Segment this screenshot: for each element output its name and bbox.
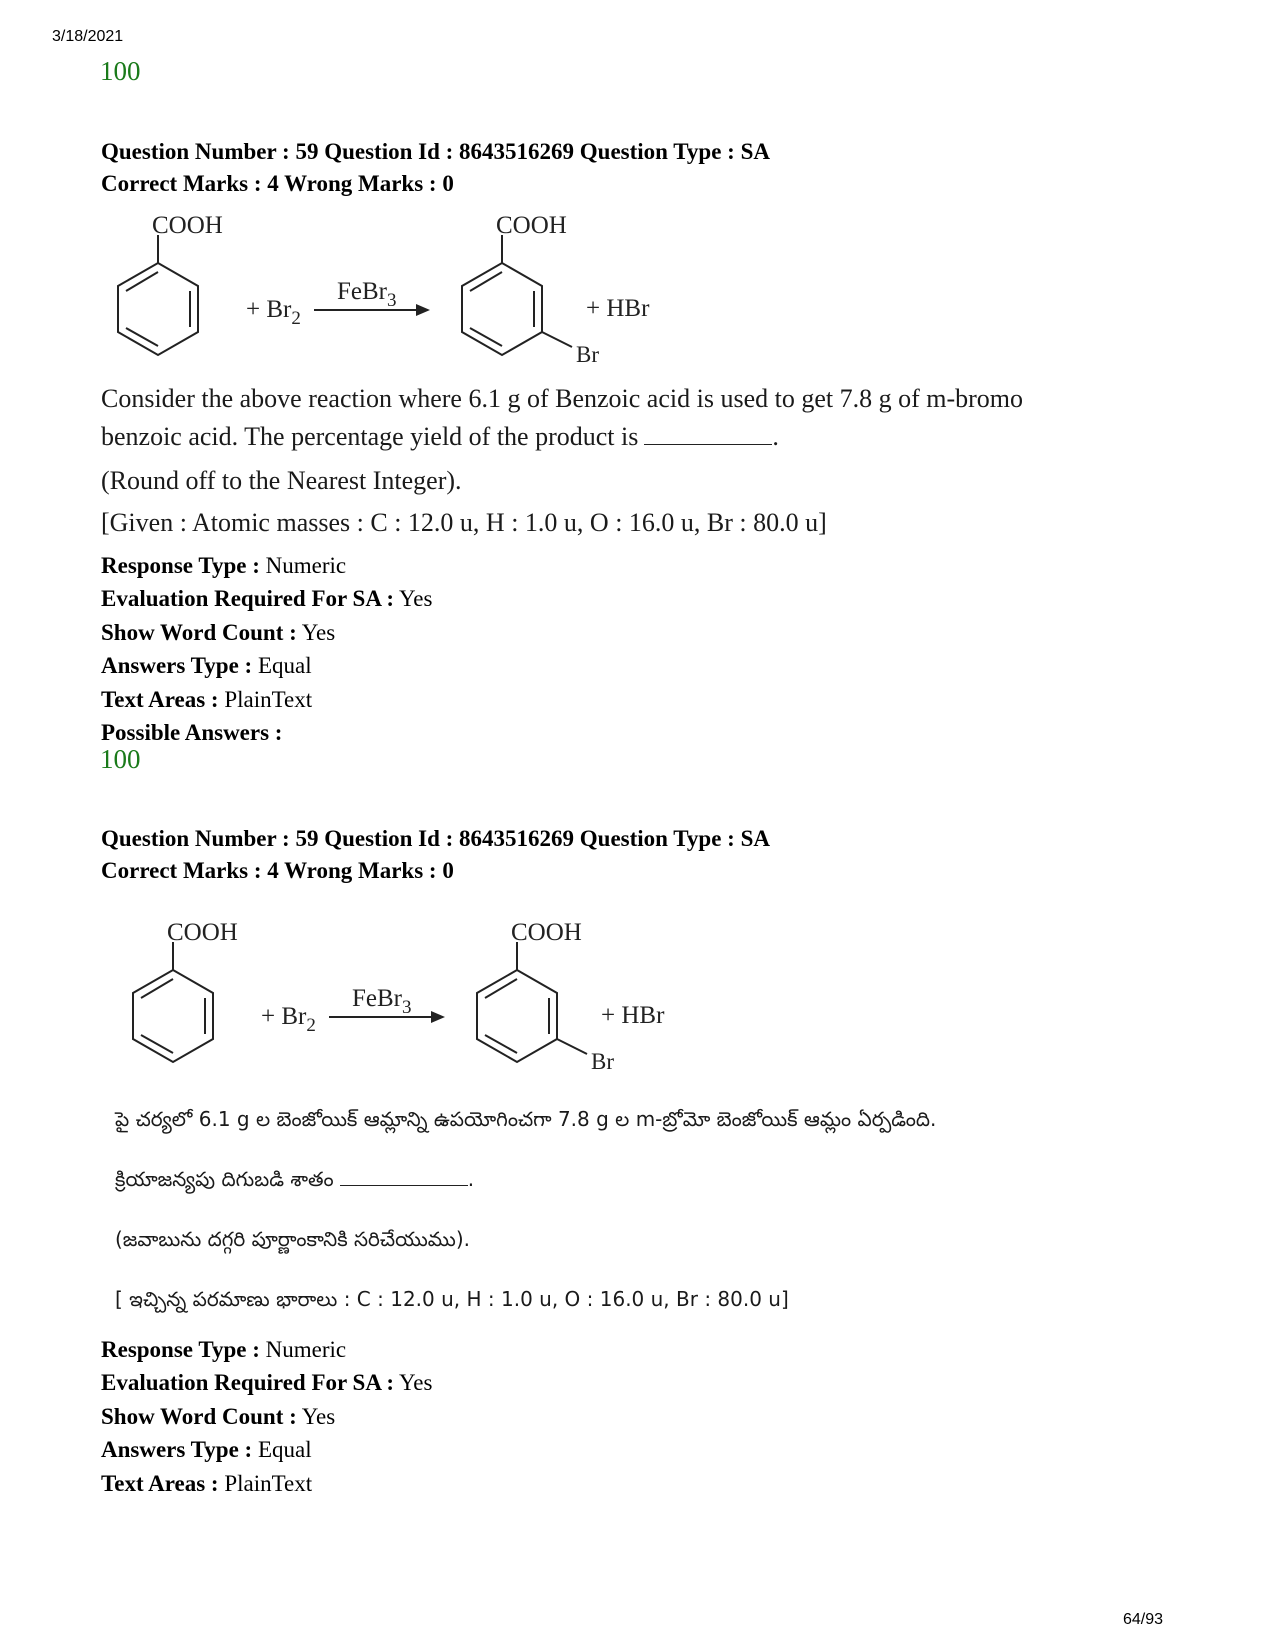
q1-product-cooh: COOH bbox=[496, 212, 567, 239]
q2-metadata: Response Type : Numeric Evaluation Required For SA : Yes Show Word Count : Yes Answers Type : Equal Text Areas : PlainText bbox=[101, 1337, 433, 1496]
q1-reaction-diagram bbox=[100, 205, 700, 385]
q1-reagent: + $Br_2$ bbox=[246, 296, 301, 329]
q2-question-text bbox=[115, 1098, 936, 1320]
q2-answer-blank bbox=[340, 1185, 468, 1186]
q1-product-ring bbox=[462, 235, 572, 355]
q1-answer-blank bbox=[644, 444, 772, 445]
q2-catalyst: FeBr$_3$ bbox=[352, 985, 412, 1018]
q2-header-line: Question Number : 59 Question Id : 8643516269 Question Type : SA bbox=[101, 826, 770, 851]
q2-product-ring bbox=[477, 942, 587, 1062]
q1-catalyst: FeBr$_3$ bbox=[337, 278, 397, 311]
q1-reactant-ring bbox=[118, 235, 198, 355]
q1-text-line: Consider the above reaction where 6.1 g of Benzoic acid is used to get 7.8 g of m-bromo bbox=[101, 384, 1024, 413]
q1-text-line-blank: benzoic acid. The percentage yield of the product is . bbox=[101, 422, 779, 451]
q2-text-line: (జవాబును దగ్గరి పూర్ణాంకానికి సరిచేయుము). bbox=[115, 1227, 470, 1251]
q2-reagent: + $Br_2$ bbox=[261, 1003, 316, 1036]
q1-text-line: [Given : Atomic masses : C : 12.0 u, H : 1.0 u, O : 16.0 u, Br : 80.0 u] bbox=[101, 508, 827, 537]
q1-byproduct: + HBr bbox=[586, 295, 650, 322]
q1-possible-answer: 100 bbox=[100, 744, 141, 774]
q2-text-line-blank: క్రియాజన్యపు దిగుబడి శాతం . bbox=[115, 1167, 475, 1191]
q1-product-br: Br bbox=[576, 342, 599, 367]
q1-header-line: Question Number : 59 Question Id : 8643516269 Question Type : SA bbox=[101, 139, 770, 164]
q2-reactant-cooh: COOH bbox=[167, 919, 238, 946]
q1-metadata: Response Type : Numeric Evaluation Required For SA : Yes Show Word Count : Yes Answers Type : Equal Text Areas : PlainText Possible Answers : bbox=[101, 553, 433, 746]
q2-product-cooh: COOH bbox=[511, 919, 582, 946]
q2-reaction-diagram bbox=[115, 912, 715, 1092]
q2-text-line: [ ఇచ్చిన్న పరమాణు భారాలు : C : 12.0 u, H : 1.0 u, O : 16.0 u, Br : 80.0 u] bbox=[115, 1287, 789, 1311]
q1-text-line: (Round off to the Nearest Integer). bbox=[101, 466, 462, 495]
q1-reaction-arrow bbox=[314, 304, 430, 316]
q2-reactant-ring bbox=[133, 942, 213, 1062]
q2-byproduct: + HBr bbox=[601, 1002, 665, 1029]
print-date: 3/18/2021 bbox=[52, 28, 124, 45]
q2-reaction-arrow bbox=[329, 1011, 445, 1023]
page-number: 64/93 bbox=[1122, 1611, 1163, 1628]
q1-marks-line: Correct Marks : 4 Wrong Marks : 0 bbox=[101, 171, 454, 196]
q2-text-line: పై చర్యలో 6.1 g ల బెంజోయిక్ ఆమ్లాన్ని ఉపయోగించగా 7.8 g ల m-బ్రోమో బెంజోయిక్ ఆమ్లం ఏర్పడింది. bbox=[115, 1107, 937, 1131]
previous-answer: 100 bbox=[100, 56, 141, 86]
q2-product-br: Br bbox=[591, 1049, 614, 1074]
q1-reactant-cooh: COOH bbox=[152, 212, 223, 239]
q1-question-text bbox=[101, 380, 1023, 542]
q2-marks-line: Correct Marks : 4 Wrong Marks : 0 bbox=[101, 858, 454, 883]
